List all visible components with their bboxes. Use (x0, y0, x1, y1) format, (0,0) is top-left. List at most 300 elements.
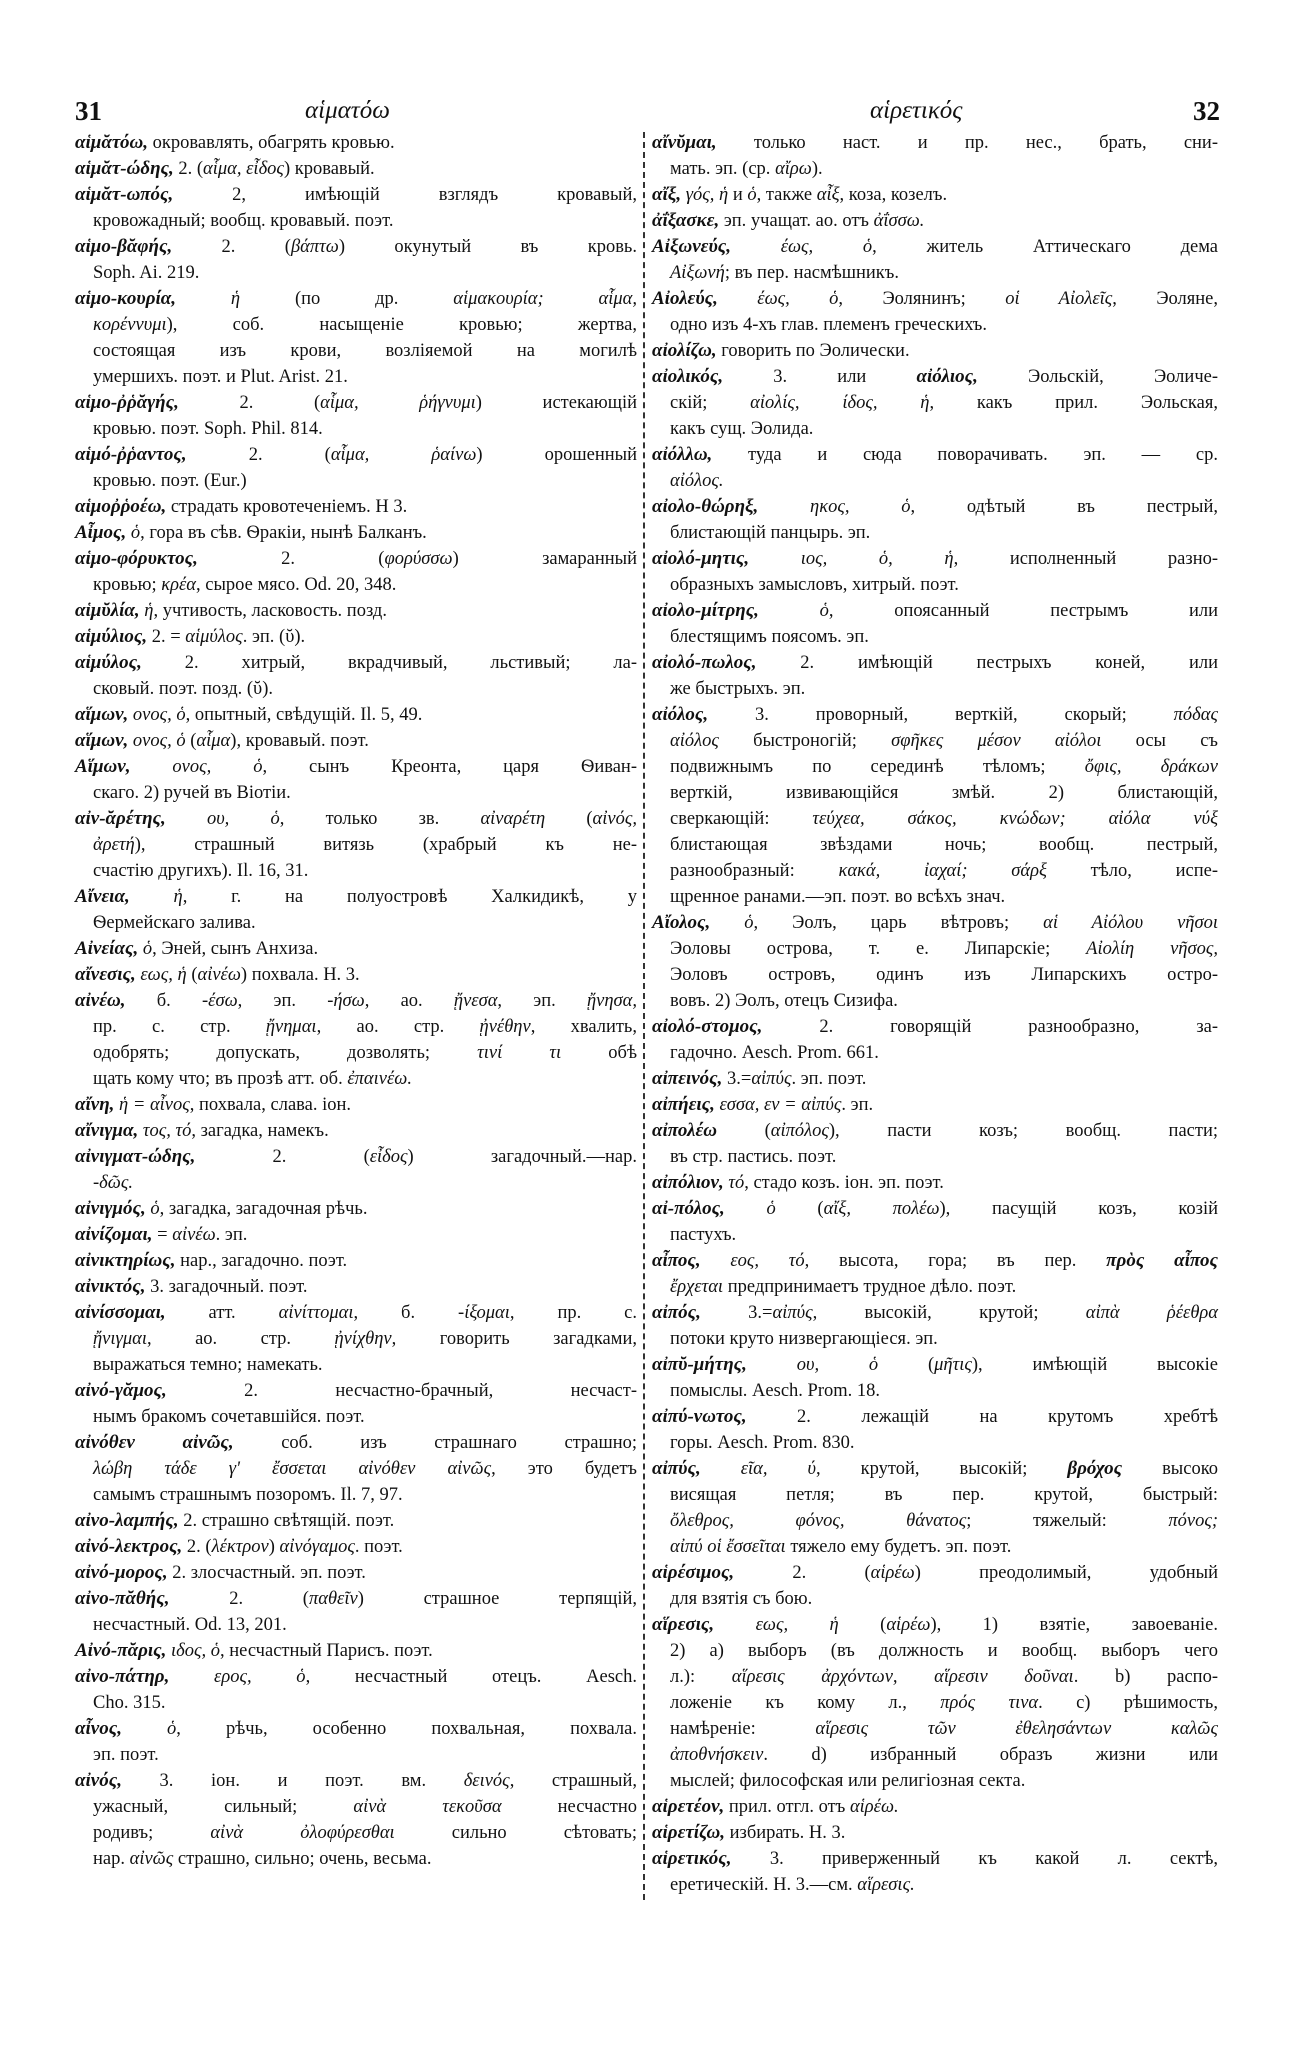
entry-first-line (652, 286, 1218, 312)
definition-text: Эоловъ островъ, одинъ изъ Липарскихъ остро- (670, 965, 1218, 985)
definition-text: несчастный. Od. 13, 201. (93, 1615, 287, 1635)
definition-text: скаго. 2) ручей въ Віотіи. (93, 783, 291, 803)
definition-text: кровью; (93, 575, 162, 595)
entry-continuation-line (652, 156, 1218, 182)
entry-first-line (652, 338, 1218, 364)
greek-italic-text: αἴξ, πολέω (823, 1199, 940, 1219)
headword-text: αἶνος, (75, 1718, 122, 1739)
greek-italic-text: σφῆκες μέσον αἰόλοι (891, 731, 1102, 751)
dictionary-entry (75, 234, 637, 286)
dictionary-entry (75, 1716, 637, 1768)
greek-italic-text: έως, ὁ (757, 289, 839, 309)
headword-text: αἰνίζομαι, (75, 1224, 153, 1245)
definition-text: 2. ( (182, 1537, 212, 1557)
greek-italic-text: ὄφις, δράκων (1084, 757, 1218, 777)
entry-continuation-line (652, 754, 1218, 780)
definition-text: ( (775, 1199, 824, 1219)
dictionary-entry (75, 130, 637, 156)
definition-text: , крутой, высокій; (816, 1459, 1068, 1479)
definition-text (749, 549, 801, 569)
greek-italic-text: ερος, ὁ (214, 1667, 306, 1687)
entry-first-line (652, 1170, 1218, 1196)
entry-continuation-line (75, 1170, 637, 1196)
dictionary-entry (75, 1118, 637, 1144)
definition-text (169, 1667, 214, 1687)
definition-text: кровью. поэт. Soph. Phil. 814. (93, 419, 323, 439)
entry-continuation-line (75, 468, 637, 494)
definition-text: нымъ бракомъ сочетавшійся. поэт. (93, 1407, 365, 1427)
definition-text: , загадка, загадочная рѣчь. (159, 1199, 368, 1219)
dictionary-entry (652, 1170, 1218, 1196)
definition-text: ( (838, 1615, 887, 1635)
entry-first-line (652, 1820, 1218, 1846)
entry-continuation-line (652, 468, 1218, 494)
definition-text: одобрять; допускать, дозволять; (93, 1043, 478, 1063)
entry-first-line (652, 1118, 1218, 1144)
definition-text: туда и сюда поворачивать. эп. — ср. (712, 445, 1218, 465)
dictionary-entry (652, 1404, 1218, 1456)
definition-text: разнообразный: (670, 861, 839, 881)
headword-text: αἱμύλιος, (75, 626, 148, 647)
entry-first-line (652, 702, 1218, 728)
definition-text: ), кровавый. поэт. (230, 731, 369, 751)
greek-italic-text: ὁ (819, 601, 829, 621)
definition-text (758, 497, 810, 517)
entry-continuation-line (75, 572, 637, 598)
entry-continuation-line (652, 1742, 1218, 1768)
dictionary-entry (75, 1092, 637, 1118)
entry-continuation-line (652, 1716, 1218, 1742)
entry-first-line (75, 546, 637, 572)
definition-text (122, 1719, 167, 1739)
entry-continuation-line (652, 728, 1218, 754)
definition-text: вовъ. 2) Эолъ, отецъ Сизифа. (670, 991, 898, 1011)
greek-italic-text: ᾐνέθην (479, 1017, 531, 1037)
dictionary-entry (652, 364, 1218, 442)
definition-text: 2. злосчастный. эп. поэт. (167, 1563, 366, 1583)
headword-text: αἱμο-ῤῥᾰγής, (75, 392, 179, 413)
greek-italic-text: ιος, ὁ, ἡ (800, 549, 954, 569)
greek-italic-text: -δῶς. (93, 1173, 133, 1193)
entry-continuation-line (652, 1768, 1218, 1794)
right-running-head: αἱρετικός (870, 97, 963, 124)
greek-italic-text: αἷμα, ῥαίνω (330, 445, 477, 465)
dictionary-entry (652, 702, 1218, 910)
dictionary-entry (75, 624, 637, 650)
greek-italic-text: αἰναρέτη (480, 809, 546, 829)
headword-text: αἴνεσις, (75, 964, 136, 985)
greek-italic-text: ονος, ὁ (172, 757, 263, 777)
definition-text: эп. учащат. ао. отъ (719, 211, 874, 231)
headword-text: αἱμο-κουρία, (75, 288, 177, 309)
dictionary-entry (75, 494, 637, 520)
entry-first-line (75, 1586, 637, 1612)
greek-italic-text: ὁ (744, 913, 754, 933)
definition-text: , учтивость, ласковость. позд. (153, 601, 387, 621)
definition-text (701, 1459, 741, 1479)
headword-text: αἰόλλω, (652, 444, 713, 465)
definition-text: ) преодолимый, удобный (914, 1563, 1218, 1583)
entry-first-line (75, 1534, 637, 1560)
entry-continuation-line (652, 676, 1218, 702)
greek-italic-text: ονος, ὁ (132, 705, 186, 725)
page-header (75, 96, 1220, 126)
definition-text: , одѣтый въ пестрый, (910, 497, 1218, 517)
entry-first-line (652, 1404, 1218, 1430)
entry-first-line (75, 1248, 637, 1274)
greek-italic-text: ὁ (766, 1199, 776, 1219)
entry-first-line (75, 702, 637, 728)
entry-continuation-line (652, 312, 1218, 338)
headword-text: αἱρετέον, (652, 1796, 725, 1817)
entry-continuation-line (75, 1456, 637, 1482)
definition-text: , исполненный разно- (953, 549, 1219, 569)
dictionary-entry (75, 1430, 637, 1508)
definition-text: 2. ( (172, 237, 291, 257)
dictionary-entry (75, 988, 637, 1092)
entry-continuation-line (652, 1430, 1218, 1456)
entry-first-line (75, 1768, 637, 1794)
dictionary-entry (75, 1586, 637, 1638)
headword-text: Αἵμων, (75, 756, 131, 777)
entry-continuation-line (75, 208, 637, 234)
entry-continuation-line (75, 1820, 637, 1846)
dictionary-entry (75, 806, 637, 884)
entry-continuation-line (75, 260, 637, 286)
headword-text: αἰνικτός, (75, 1276, 146, 1297)
definition-text: . c) рѣшимость, (1038, 1693, 1218, 1713)
definition-text: страшно, сильно; очень, весьма. (173, 1849, 432, 1869)
headword-text: αἰνο-πάτηρ, (75, 1666, 170, 1687)
definition-text: , опытный, свѣдущій. Il. 5, 49. (185, 705, 423, 725)
entry-continuation-line (652, 1534, 1218, 1560)
greek-italic-text: ὄλεθρος, φόνος, θάνατος (670, 1511, 967, 1531)
headword-text: αἰόλος, (652, 704, 709, 725)
definition-text: ) похвала. Н. 3. (240, 965, 360, 985)
definition-text (130, 887, 174, 907)
headword-text: αἴνῠμαι, (652, 132, 717, 153)
definition-text: , рѣчь, особенно похвальная, похвала. (176, 1719, 637, 1739)
greek-italic-text: μῆτις (934, 1355, 972, 1375)
entry-first-line (652, 208, 1218, 234)
definition-text: , житель Аттическаго дема (872, 237, 1218, 257)
entry-continuation-line (75, 1066, 637, 1092)
definition-text: 2, имѣющій взглядъ кровавый, (173, 185, 637, 205)
definition-text: ) (268, 1537, 280, 1557)
definition-text: , г. на полуостровѣ Халкидикѣ, у (182, 887, 638, 907)
definition-text: щренное ранами.—эп. поэт. во всѣхъ знач. (670, 887, 1006, 907)
definition-text: блистающій панцырь. эп. (670, 523, 871, 543)
definition-text: ) истекающій (475, 393, 637, 413)
definition-text: горы. Aesch. Prom. 830. (670, 1433, 855, 1453)
entry-first-line (652, 1066, 1218, 1092)
headword-text: αἰπύ-νωτος, (652, 1406, 747, 1427)
definition-text: ) окунутый въ кровь. (338, 237, 637, 257)
greek-italic-text: ᾐνίχθην (334, 1329, 392, 1349)
greek-italic-text: -ίξομαι (458, 1303, 510, 1323)
definition-text: 3. іон. и поэт. вм. (121, 1771, 464, 1791)
dictionary-entry (75, 182, 637, 234)
definition-text: 2. ( (734, 1563, 871, 1583)
definition-text: кровожадный; вообщ. кровавый. поэт. (93, 211, 394, 231)
greek-italic-text: ἔρχεται (670, 1277, 724, 1297)
entry-continuation-line (75, 676, 637, 702)
left-page-number: 31 (75, 96, 102, 126)
greek-italic-text: ἀποθνήσκειν (670, 1745, 764, 1765)
headword-text: αἰνός, (75, 1770, 122, 1791)
greek-italic-text: αἰπόλος (770, 1121, 829, 1141)
headword-text: αἰνο-λαμπής, (75, 1510, 179, 1531)
definition-text: , ао. (364, 991, 454, 1011)
greek-italic-text: αἰνός, (592, 809, 637, 829)
entry-first-line (75, 1560, 637, 1586)
left-running-head: αἱματόω (305, 97, 390, 124)
definition-text: , хвалить, (530, 1017, 637, 1037)
definition-text: сверкающій: (670, 809, 813, 829)
headword-text: αἰνό-μορος, (75, 1562, 168, 1583)
headword-text: αἱρετίζω, (652, 1822, 726, 1843)
entry-first-line (75, 1118, 637, 1144)
dictionary-entry (652, 910, 1218, 1014)
entry-continuation-line (652, 832, 1218, 858)
headword-text: αἰολικός, (652, 366, 724, 387)
greek-italic-text: αἰπύς (751, 1069, 792, 1089)
definition-text: 2) a) выборъ (въ должность и вообщ. выборъ чего (670, 1641, 1218, 1661)
headword-text: Αἰνείας, (75, 938, 139, 959)
dictionary-entry (75, 520, 637, 546)
definition-text (718, 289, 757, 309)
entry-continuation-line (652, 1482, 1218, 1508)
entry-continuation-line (652, 624, 1218, 650)
definition-text: ), 1) взятіе, завоеваніе. (930, 1615, 1219, 1635)
definition-text: Cho. 315. (93, 1693, 166, 1713)
definition-text: скій; (670, 393, 751, 413)
definition-text: , ао. стр. (146, 1329, 335, 1349)
entry-first-line (652, 130, 1218, 156)
greek-italic-text: ονος, ὁ (132, 731, 186, 751)
headword-text: αἰνο-πᾰθής, (75, 1588, 170, 1609)
definition-text: , какъ прил. Эольская, (929, 393, 1218, 413)
definition-text: , Эолъ, царь вѣтровъ; (753, 913, 1044, 933)
definition-text: , страшный, (509, 1771, 638, 1791)
entry-continuation-line (75, 1846, 637, 1872)
entry-first-line (652, 1196, 1218, 1222)
definition-text: . эп. (841, 1095, 874, 1115)
entry-first-line (75, 520, 637, 546)
definition-text: ) кровавый. (283, 159, 375, 179)
dictionary-entry (75, 546, 637, 598)
definition-text: несчастно (501, 1797, 638, 1817)
definition-text: , только зв. (279, 809, 481, 829)
definition-text: 2. ( (186, 445, 331, 465)
greek-italic-text: εος, τό (730, 1251, 805, 1271)
definition-text: ) замаранный (452, 549, 637, 569)
dictionary-entry (75, 156, 637, 182)
headword-text: αἱμᾰτόω, (75, 132, 149, 153)
headword-text: αἰν-ᾰρέτης, (75, 808, 166, 829)
greek-italic-text: πόνος; (1168, 1511, 1218, 1531)
definition-text (725, 1199, 767, 1219)
definition-text: 2. страшно свѣтящій. поэт. (178, 1511, 395, 1531)
definition-text: быстроногій; (718, 731, 892, 751)
greek-italic-text: αἶξ (816, 185, 840, 205)
entry-first-line (75, 182, 637, 208)
headword-text: αἰπός, (652, 1302, 701, 1323)
headword-text: αἱμᾰτ-ωπός, (75, 184, 174, 205)
definition-text: пастухъ. (670, 1225, 737, 1245)
left-column (75, 130, 637, 1872)
entry-continuation-line (652, 520, 1218, 546)
entry-continuation-line (75, 1014, 637, 1040)
headword-text: αἱμοῤῥοέω, (75, 496, 167, 517)
definition-text: ) страшное терпящій, (357, 1589, 637, 1609)
definition-text: ), имѣющій высокіе (971, 1355, 1219, 1375)
greek-italic-text: τεύχεα, σάκος, κνώδων; αἰόλα νύξ (812, 809, 1218, 829)
entry-first-line (652, 1560, 1218, 1586)
headword-text: Αἴολος, (652, 912, 711, 933)
definition-text: . d) избранный образъ жизни или (763, 1745, 1218, 1765)
definition-text: счастію другихъ). Il. 16, 31. (93, 861, 309, 881)
definition-text: , несчастный отецъ. Aesch. (305, 1667, 637, 1687)
dictionary-entry (652, 286, 1218, 338)
entry-continuation-line (75, 858, 637, 884)
entry-continuation-line (652, 884, 1218, 910)
definition-text: состоящая изъ крови, возліяемой на могилѣ (93, 341, 637, 361)
greek-italic-text: αἰπύ οἱ ἔσσεῖται (670, 1537, 786, 1557)
greek-italic-text: αἰπὰ ῥέεθρα (1085, 1303, 1219, 1323)
greek-italic-text: αἵρεσις ἀρχόντων, αἵρεσιν δοῦναι (731, 1667, 1074, 1687)
entry-first-line (75, 442, 637, 468)
entry-first-line (75, 130, 637, 156)
greek-italic-text: ου, ὁ (796, 1355, 879, 1375)
entry-first-line (75, 1222, 637, 1248)
definition-text: Эольскій, Эоличе- (977, 367, 1218, 387)
dictionary-entry (652, 338, 1218, 364)
definition-text: одно изъ 4-хъ глав. племенъ греческихъ. (670, 315, 987, 335)
greek-italic-text: εως, ἡ (755, 1615, 839, 1635)
greek-italic-text: αἰόλος. (670, 471, 724, 491)
greek-italic-text: αἷμα, ῥήγνυμι (320, 393, 476, 413)
headword-text: αἴνιγμα, (75, 1120, 139, 1141)
definition-text: ), пасти козъ; вообщ. пасти; (828, 1121, 1218, 1141)
dictionary-entry (75, 1768, 637, 1872)
definition-text: , эп. (237, 991, 328, 1011)
greek-italic-text: αἴρω (775, 159, 812, 179)
definition-text: умершихъ. поэт. и Plut. Arist. 21. (93, 367, 348, 387)
entry-first-line (652, 598, 1218, 624)
definition-text: 3. загадочный. поэт. (145, 1277, 308, 1297)
headword-text: αἱμο-βᾰφής, (75, 236, 173, 257)
entry-continuation-line (652, 1586, 1218, 1612)
headword-text: αἰπύς, (652, 1458, 701, 1479)
definition-text: , стадо козъ. іон. эп. поэт. (744, 1173, 944, 1193)
headword-text: αἰπολέω (652, 1120, 718, 1141)
dictionary-entry (75, 1300, 637, 1378)
entry-continuation-line (75, 1040, 637, 1066)
headword-text: πρὸς αἶπος (1106, 1250, 1218, 1271)
greek-italic-text: κακά, ἰαχαί; σάρξ (838, 861, 1047, 881)
greek-italic-text: ᾔνεσα (453, 991, 498, 1011)
definition-text: = (152, 1225, 173, 1245)
entry-first-line (75, 962, 637, 988)
greek-italic-text: αἱρέω (870, 1563, 915, 1583)
definition-text: ( (878, 1355, 935, 1375)
entry-first-line (75, 650, 637, 676)
definition-text: самымъ страшнымъ позоромъ. Il. 7, 97. (93, 1485, 403, 1505)
definition-text: ужасный, сильный; (93, 1797, 354, 1817)
definition-text: намѣреніе: (670, 1719, 816, 1739)
dictionary-entry (652, 208, 1218, 234)
entry-continuation-line (652, 1690, 1218, 1716)
headword-text: Αἰολεύς, (652, 288, 718, 309)
greek-italic-text: βάπτω (290, 237, 339, 257)
entry-first-line (652, 234, 1218, 260)
definition-text: , сынъ Креонта, царя Ѳиван- (262, 757, 637, 777)
entry-first-line (75, 1664, 637, 1690)
definition-text: ), пасущій козъ, козій (939, 1199, 1219, 1219)
greek-italic-text: εἶδος (369, 1147, 408, 1167)
greek-italic-text: αἰνίττομαι (278, 1303, 354, 1323)
dictionary-entry (75, 390, 637, 442)
definition-text (759, 601, 820, 621)
headword-text: Αἰνό-πᾰρις, (75, 1640, 167, 1661)
headword-text: αἵρεσις, (652, 1614, 715, 1635)
greek-italic-text: δεινός (463, 1771, 510, 1791)
entry-first-line (75, 1508, 637, 1534)
headword-text: Αἶμος, (75, 522, 127, 543)
entry-first-line (652, 1014, 1218, 1040)
definition-text: какъ сущ. Эолида. (670, 419, 814, 439)
greek-italic-text: αἰνέω (197, 965, 241, 985)
entry-continuation-line (652, 988, 1218, 1014)
definition-text: , высота, гора; въ пер. (804, 1251, 1107, 1271)
definition-text: , высокій, крутой; (812, 1303, 1086, 1323)
dictionary-entry (652, 1456, 1218, 1560)
definition-text: кровью. поэт. (Eur.) (93, 471, 247, 491)
definition-text: 2. ( (173, 159, 204, 179)
dictionary-entry (652, 546, 1218, 598)
headword-text: αἶπος, (652, 1250, 701, 1271)
definition-text: 3. или (723, 367, 917, 387)
dictionary-entry (652, 1612, 1218, 1794)
definition-text: 2. ( (178, 393, 321, 413)
entry-continuation-line (652, 858, 1218, 884)
dictionary-entry (75, 286, 637, 390)
definition-text (176, 289, 231, 309)
headword-text: Αἰξωνεύς, (652, 236, 731, 257)
headword-text: αἱμο-φόρυκτος, (75, 548, 198, 569)
dictionary-entry (75, 1638, 637, 1664)
definition-text (731, 237, 781, 257)
dictionary-entry (652, 1014, 1218, 1066)
definition-text: (по др. (240, 289, 454, 309)
entry-continuation-line (75, 1326, 637, 1352)
greek-italic-text: αἰολίς, ίδος, ἡ (750, 393, 930, 413)
greek-italic-text: ἀΐσσω. (873, 211, 925, 231)
headword-text: αἴξ, (652, 184, 682, 205)
definition-text: . эп. (ῠ). (242, 627, 306, 647)
entry-continuation-line (652, 1872, 1218, 1898)
definition-text: ложеніе къ кому л., (670, 1693, 941, 1713)
definition-text: , загадка, намекъ. (191, 1121, 329, 1141)
definition-text: . поэт. (354, 1537, 403, 1557)
greek-italic-text: πόδας (1173, 705, 1218, 725)
definition-text: Эоловы острова, т. е. Липарскіе; (670, 939, 1087, 959)
definition-text: ). (811, 159, 823, 179)
definition-text: ), соб. насыщеніе кровью; жертва, (166, 315, 637, 335)
definition-text: 3. проворный, верткій, скорый; (708, 705, 1174, 725)
definition-text: помыслы. Aesch. Prom. 18. (670, 1381, 881, 1401)
